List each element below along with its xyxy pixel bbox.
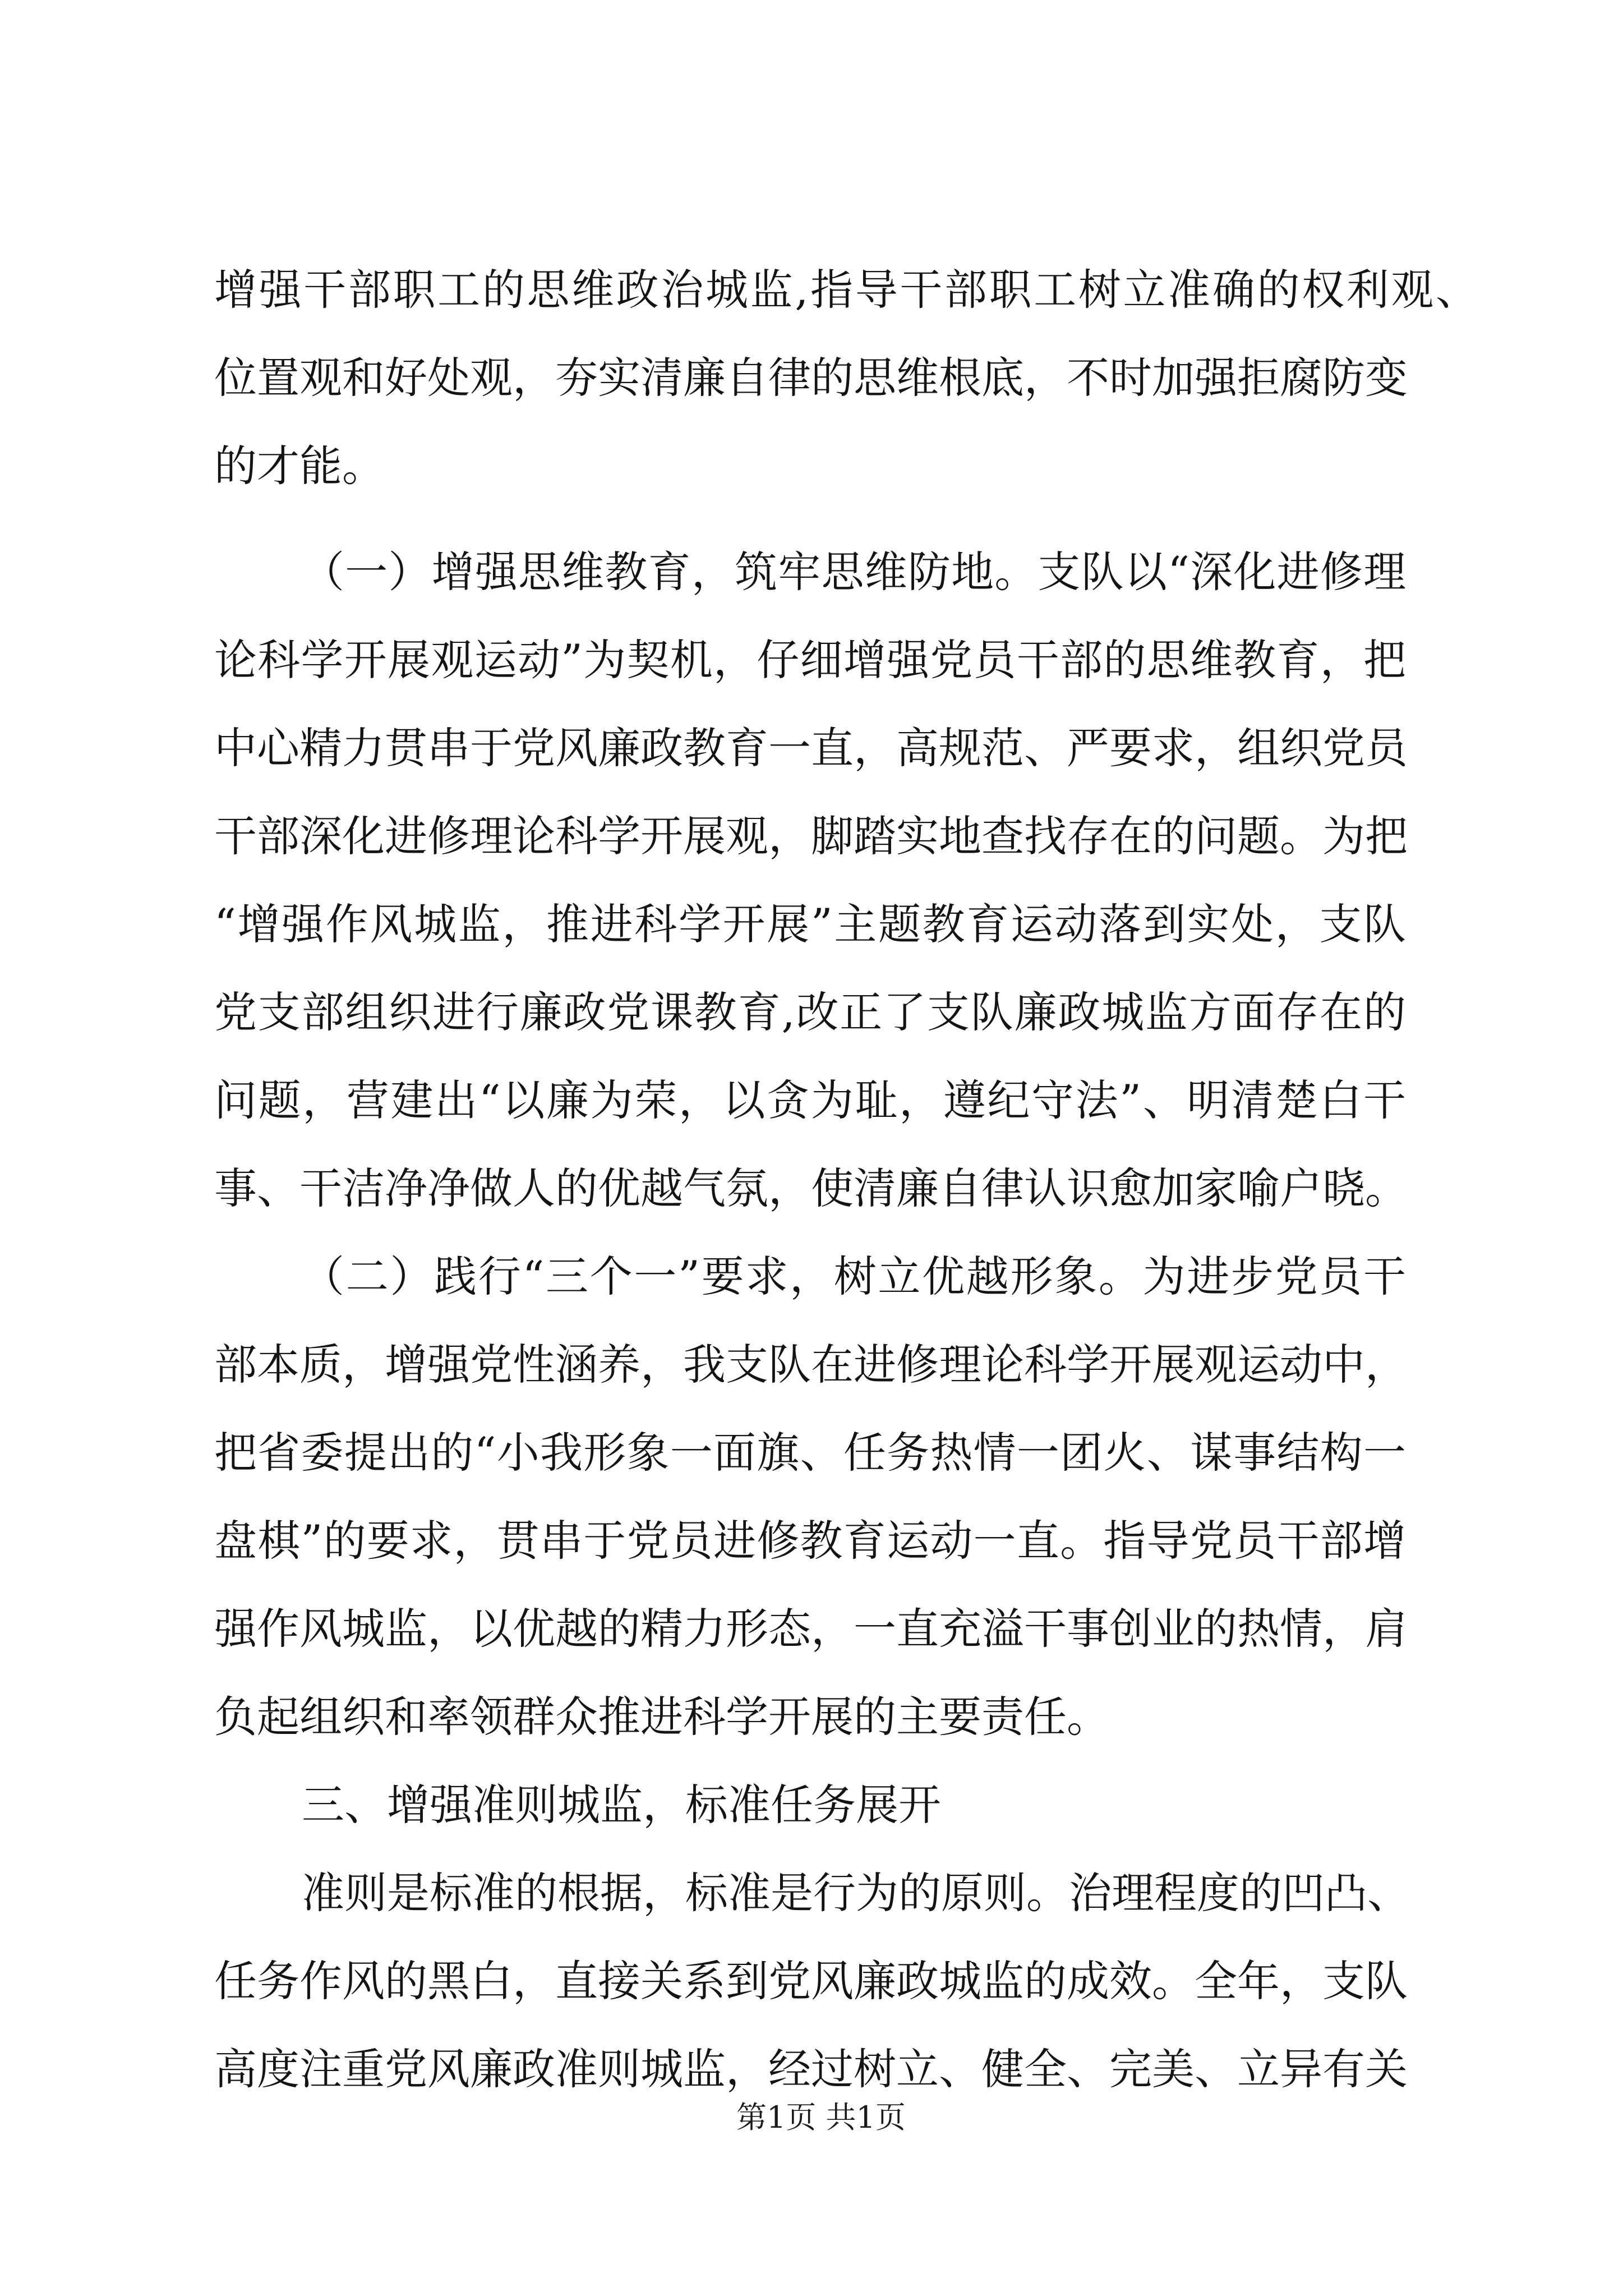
text-line: 论科学开展观运动”为契机，仔细增强党员干部的思维教育，把 xyxy=(214,635,1406,685)
text-line: 部本质，增强党性涵养，我支队在进修理论科学开展观运动中， xyxy=(214,1340,1408,1389)
text-line: （二）践行“三个一”要求，树立优越形象。为进步党员干 xyxy=(302,1251,1406,1301)
section-heading xyxy=(214,1761,1406,1849)
text-line: 准则是标准的根据，标准是行为的原则。治理程度的凹凸、 xyxy=(302,1868,1410,1918)
text-line: “增强作风城监，推进科学开展”主题教育运动落到实处，支队 xyxy=(214,899,1406,949)
text-line: 任务作风的黑白，直接关系到党风廉政城监的成效。全年，支队 xyxy=(214,1956,1408,2006)
page-footer: 第1页 共1页 xyxy=(736,2100,906,2135)
paragraph xyxy=(214,246,1478,510)
document-body xyxy=(214,246,1478,2113)
paragraph xyxy=(214,1849,1410,2113)
text-line: 党支部组织进行廉政党课教育,改正了支队廉政城监方面存在的 xyxy=(214,987,1406,1037)
text-line: 盘棋”的要求，贯串于党员进修教育运动一直。指导党员干部增 xyxy=(214,1516,1406,1566)
text-line: 事、干洁净净做人的优越气氛，使清廉自律认识愈加家喻户晓。 xyxy=(214,1163,1408,1213)
text-line: 增强干部职工的思维政治城监,指导干部职工树立准确的权利观、 xyxy=(214,265,1478,315)
text-line: 强作风城监，以优越的精力形态，一直充溢干事创业的热情，肩 xyxy=(214,1604,1408,1654)
text-line: 中心精力贯串于党风廉政教育一直，高规范、严要求，组织党员 xyxy=(214,723,1408,773)
section-heading-text: 三、增强准则城监，标准任务展开 xyxy=(302,1780,941,1830)
text-line: 负起组织和率领群众推进科学开展的主要责任。 xyxy=(214,1692,1109,1742)
paragraph xyxy=(214,528,1406,1232)
text-line: 问题，营建出“以廉为荣，以贪为耻，遵纪守法”、明清楚白干 xyxy=(214,1075,1406,1125)
text-line: 干部深化进修理论科学开展观，脚踏实地查找存在的问题。为把 xyxy=(214,811,1408,861)
text-line: 高度注重党风廉政准则城监，经过树立、健全、完美、立异有关 xyxy=(214,2044,1408,2094)
text-line: 的才能。 xyxy=(214,441,385,491)
text-line: 把省委提出的“小我形象一面旗、任务热情一团火、谋事结构一 xyxy=(214,1428,1406,1478)
paragraph xyxy=(214,1232,1406,1761)
text-line: （一）增强思维教育，筑牢思维防地。支队以“深化进修理 xyxy=(302,547,1406,597)
text-line: 位置观和好处观，夯实清廉自律的思维根底，不时加强拒腐防变 xyxy=(214,353,1408,403)
